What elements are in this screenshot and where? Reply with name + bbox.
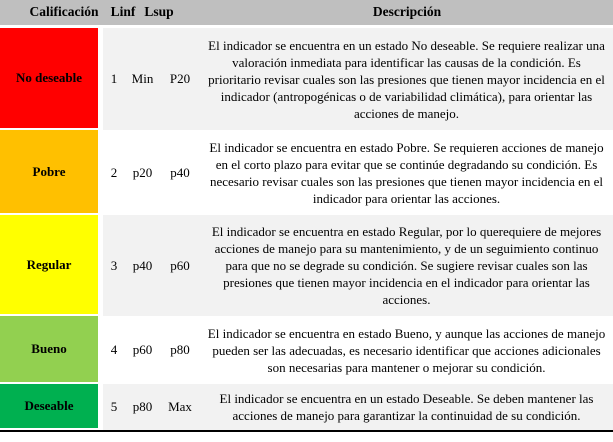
rating-label: Regular [26, 256, 72, 272]
table-row-no-deseable [0, 28, 613, 130]
header-calificacion: Calificación [29, 3, 99, 19]
table-row-pobre [0, 130, 613, 215]
lsup-value: p60 [170, 257, 190, 273]
header-lsup: Lsup [144, 3, 174, 19]
rank-number: 2 [110, 164, 118, 180]
rank-number: 3 [110, 257, 118, 273]
table-row-deseable [0, 384, 613, 430]
lsup-value: P20 [169, 71, 191, 86]
linf-value: p20 [132, 164, 153, 180]
table-row-bueno [0, 316, 613, 384]
rank-number: 5 [110, 399, 118, 414]
rank-number: 1 [110, 71, 118, 86]
linf-value: p80 [132, 399, 153, 414]
rank-number: 4 [110, 342, 118, 357]
linf-value: p40 [132, 257, 153, 273]
header-linf: Linf [110, 3, 136, 19]
rating-cell [0, 28, 103, 130]
rating-label: Deseable [24, 398, 74, 413]
description-text: El indicador se encuentra en estado Pobre. Se requieren acciones de manejo en el corto plazo para evitar que se continúe degradando su condición. Es necesario revisar cuales son las presiones que tienen mayor incidencia en el indicador para orientar las acciones. [209, 139, 604, 206]
description-text: El indicador se encuentra en estado Bueno, y aunque las acciones de manejo pueden ser las adecuadas, es necesario identificar que acciones adicionales son necesarias para mantener o mejorar su condición. [207, 325, 606, 375]
lsup-value: Max [168, 399, 192, 414]
rating-label: Pobre [32, 163, 66, 179]
rating-label: Bueno [31, 341, 67, 356]
bottom-margin [0, 432, 613, 439]
linf-value: Min [131, 71, 154, 86]
header-descripcion: Descripción [372, 3, 442, 19]
lsup-value: p40 [170, 164, 190, 180]
description-text: El indicador se encuentra en un estado Deseable. Se deben mantener las acciones de manejo para garantizar la continuidad de su condición. [219, 391, 594, 423]
description-text: El indicador se encuentra en estado Regular, por lo querequiere de mejores acciones de manejo para su mantenimiento, y de un seguimiento continuo para que no se degrade su condición. Se sugiere revisar cuales son las presiones que tienen mayor incidencia en el indicador para orientar las acciones. [211, 224, 602, 307]
lsup-value: p80 [170, 342, 190, 357]
rating-cell [0, 215, 103, 316]
linf-value: p60 [132, 342, 153, 357]
table-header-row [0, 0, 613, 28]
rating-cell [0, 384, 103, 430]
rating-cell [0, 130, 103, 215]
table-row-regular [0, 215, 613, 316]
rating-cell [0, 316, 103, 384]
rating-label: No deseable [15, 70, 83, 85]
description-text: El indicador se encuentra en un estado No deseable. Se requiere realizar una valoración inmediata para identificar las causas de la condición. Es prioritario revisar cuales son las presiones que tienen mayor incidencia en el indicador (antropogénicas o de variabilidad climática), para orientar las acciones de manejo. [208, 37, 605, 121]
